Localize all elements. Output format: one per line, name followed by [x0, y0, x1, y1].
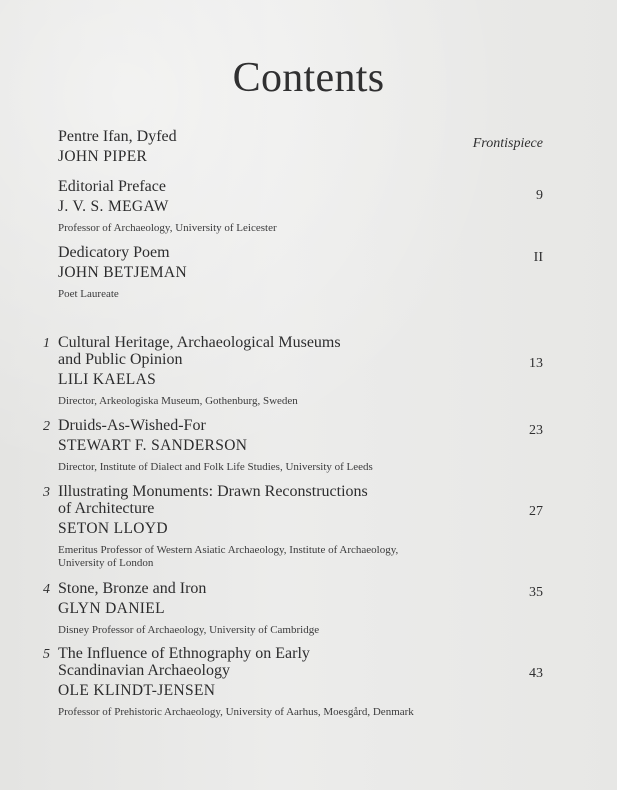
chapter-page: 23	[529, 423, 543, 438]
chapter-role: Professor of Prehistoric Archaeology, University of Aarhus, Moesgård, Denmark	[58, 706, 414, 718]
chapter-entry	[43, 417, 543, 474]
entry-title: Editorial Preface	[58, 178, 166, 195]
chapter-number: 5	[43, 647, 50, 662]
front-matter-entry	[58, 244, 543, 301]
chapter-page: 13	[529, 356, 543, 371]
chapter-author: STEWART F. SANDERSON	[58, 437, 248, 454]
front-matter-entry	[58, 178, 543, 235]
chapter-role: Disney Professor of Archaeology, University of Cambridge	[58, 624, 320, 636]
chapter-page: 35	[529, 585, 543, 600]
entry-author: JOHN PIPER	[58, 148, 148, 165]
entry-role: Professor of Archaeology, University of Leicester	[58, 222, 277, 234]
chapter-title: Stone, Bronze and Iron	[58, 580, 207, 597]
chapter-role: Director, Institute of Dialect and Folk Life Studies, University of Leeds	[58, 461, 373, 473]
chapter-role: Emeritus Professor of Western Asiatic Archaeology, Institute of Archaeology, University of London	[58, 544, 399, 569]
chapter-title: Illustrating Monuments: Drawn Reconstructions of Architecture	[58, 483, 368, 517]
chapter-author: SETON LLOYD	[58, 520, 168, 537]
chapter-entry	[43, 334, 543, 408]
chapter-page: 27	[529, 504, 543, 519]
chapter-entry	[43, 483, 543, 570]
chapter-entry	[43, 580, 543, 637]
chapter-entry	[43, 645, 543, 719]
front-matter-entry	[58, 128, 543, 166]
entry-author: J. V. S. MEGAW	[58, 198, 169, 215]
chapter-author: GLYN DANIEL	[58, 600, 165, 617]
entry-author: JOHN BETJEMAN	[58, 264, 187, 281]
chapter-number: 2	[43, 419, 50, 434]
chapter-title: The Influence of Ethnography on Early Scandinavian Archaeology	[58, 645, 310, 679]
entry-page: Frontispiece	[472, 136, 543, 151]
chapter-title: Cultural Heritage, Archaeological Museums and Public Opinion	[58, 334, 341, 368]
chapter-author: OLE KLINDT-JENSEN	[58, 682, 216, 699]
entry-page: II	[533, 250, 543, 265]
chapter-role: Director, Arkeologiska Museum, Gothenburg, Sweden	[58, 395, 298, 407]
chapter-number: 4	[43, 582, 50, 597]
entry-title: Dedicatory Poem	[58, 244, 170, 261]
page-title: Contents	[232, 55, 385, 101]
chapter-number: 3	[43, 485, 50, 500]
chapter-author: LILI KAELAS	[58, 371, 157, 388]
entry-title: Pentre Ifan, Dyfed	[58, 128, 177, 145]
chapter-page: 43	[529, 666, 543, 681]
chapter-title: Druids-As-Wished-For	[58, 417, 206, 434]
entry-page: 9	[536, 188, 543, 203]
chapter-number: 1	[43, 336, 50, 351]
entry-role: Poet Laureate	[58, 288, 119, 300]
